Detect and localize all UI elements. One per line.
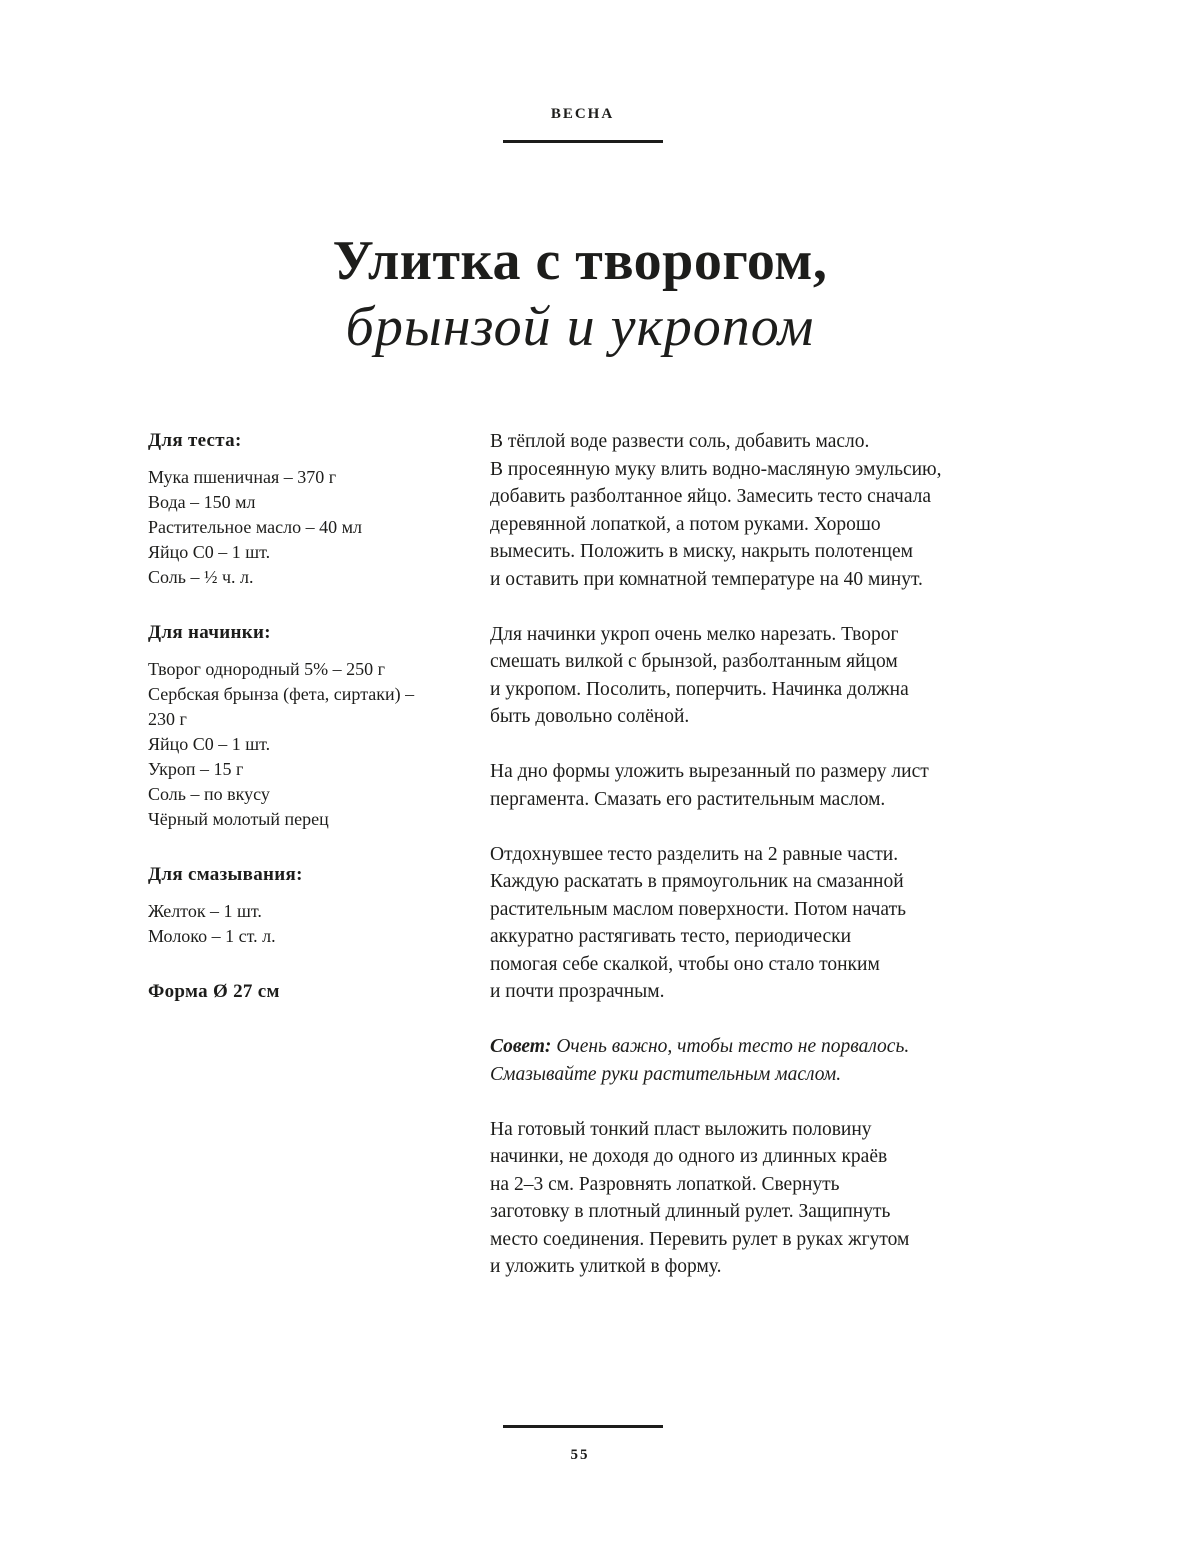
text-line: и уложить улиткой в форму. [490, 1256, 722, 1277]
ingredient-item: Сербская брынза (фета, сиртаки) – [148, 684, 415, 704]
text-line: Смазывайте руки растительным маслом. [490, 1063, 842, 1085]
ingredient-item: Соль – по вкусу [148, 784, 270, 804]
instruction-paragraph-1 [490, 428, 1030, 593]
form-size: Форма Ø 27 см [148, 981, 280, 1002]
tip-paragraph [490, 1033, 1030, 1088]
dough-heading: Для теста: [148, 430, 242, 451]
text-line: место соединения. Перевить рулет в руках жгутом [490, 1228, 910, 1250]
filling-heading: Для начинки: [148, 622, 271, 643]
glaze-heading: Для смазывания: [148, 864, 303, 885]
ingredient-item: Растительное масло – 40 мл [148, 517, 362, 537]
title-line-2: брынзой и укропом [345, 296, 815, 358]
ingredient-item: Яйцо С0 – 1 шт. [148, 734, 271, 754]
instruction-paragraph-5 [490, 1116, 1030, 1281]
ingredient-item: Желток – 1 шт. [148, 901, 262, 921]
ingredient-item: Мука пшеничная – 370 г [148, 467, 337, 487]
text-line: смешать вилкой с брынзой, разболтанным яйцом [490, 651, 898, 672]
text-line: добавить разболтанное яйцо. Замесить тесто сначала [490, 486, 932, 507]
title-line-1: Улитка с творогом, [332, 230, 828, 292]
ingredient-item: Соль – ½ ч. л. [148, 567, 254, 587]
text-line: Каждую раскатать в прямоугольник на смазанной [490, 871, 904, 892]
text-line: пергамента. Смазать его растительным маслом. [490, 788, 886, 810]
text-line [490, 1033, 1030, 1061]
text-line: деревянной лопаткой, а потом руками. Хорошо [490, 513, 881, 535]
text-line: вымесить. Положить в миску, накрыть полотенцем [490, 541, 913, 562]
tip-text: Очень важно, чтобы тесто не порвалось. [551, 1036, 910, 1057]
text-line: В тёплой воде развести соль, добавить масло. [490, 431, 870, 452]
text-line: на 2–3 см. Разровнять лопаткой. Свернуть [490, 1173, 840, 1195]
ingredient-item: Вода – 150 мл [148, 492, 256, 512]
text-line: заготовку в плотный длинный рулет. Защипнуть [490, 1201, 891, 1222]
ingredient-item: Творог однородный 5% – 250 г [148, 659, 386, 679]
text-line: аккуратно растягивать тесто, периодически [490, 926, 852, 947]
text-line: растительным маслом поверхности. Потом начать [490, 898, 906, 920]
text-line: Для начинки укроп очень мелко нарезать. Творог [490, 623, 899, 645]
ingredient-item: Укроп – 15 г [148, 759, 244, 779]
glaze-list [148, 899, 468, 949]
ingredient-item: Чёрный молотый перец [148, 809, 329, 829]
header-rule [503, 140, 663, 143]
instruction-paragraph-3 [490, 758, 1030, 813]
ingredient-item: 230 г [148, 709, 187, 729]
tip-label: Совет: [490, 1036, 552, 1057]
dough-list [148, 465, 468, 590]
text-line: и оставить при комнатной температуре на 40 минут. [490, 568, 923, 590]
ingredients-column [148, 428, 468, 1004]
text-line: Отдохнувшее тесто разделить на 2 равные части. [490, 843, 899, 865]
recipe-title [0, 228, 1160, 360]
filling-list [148, 657, 468, 832]
instructions-column [490, 428, 1030, 1308]
ingredient-item: Молоко – 1 ст. л. [148, 926, 276, 946]
glaze-section [148, 862, 468, 949]
text-line: В просеянную муку влить водно-масляную эмульсию, [490, 458, 942, 480]
text-line: На готовый тонкий пласт выложить половину [490, 1118, 872, 1140]
text-line: начинки, не доходя до одного из длинных краёв [490, 1146, 888, 1167]
text-line: и почти прозрачным. [490, 981, 665, 1002]
ingredient-item: Яйцо С0 – 1 шт. [148, 542, 271, 562]
text-line: быть довольно солёной. [490, 706, 690, 727]
instruction-paragraph-2 [490, 621, 1030, 731]
filling-section [148, 620, 468, 832]
page-number: 55 [570, 1447, 590, 1463]
dough-section [148, 428, 468, 590]
text-line: На дно формы уложить вырезанный по размеру лист [490, 761, 929, 782]
text-line: и укропом. Посолить, поперчить. Начинка должна [490, 678, 909, 700]
footer-rule [503, 1425, 663, 1428]
running-head: ВЕСНА [550, 106, 615, 122]
instruction-paragraph-4 [490, 841, 1030, 1006]
text-line: помогая себе скалкой, чтобы оно стало тонким [490, 953, 880, 975]
